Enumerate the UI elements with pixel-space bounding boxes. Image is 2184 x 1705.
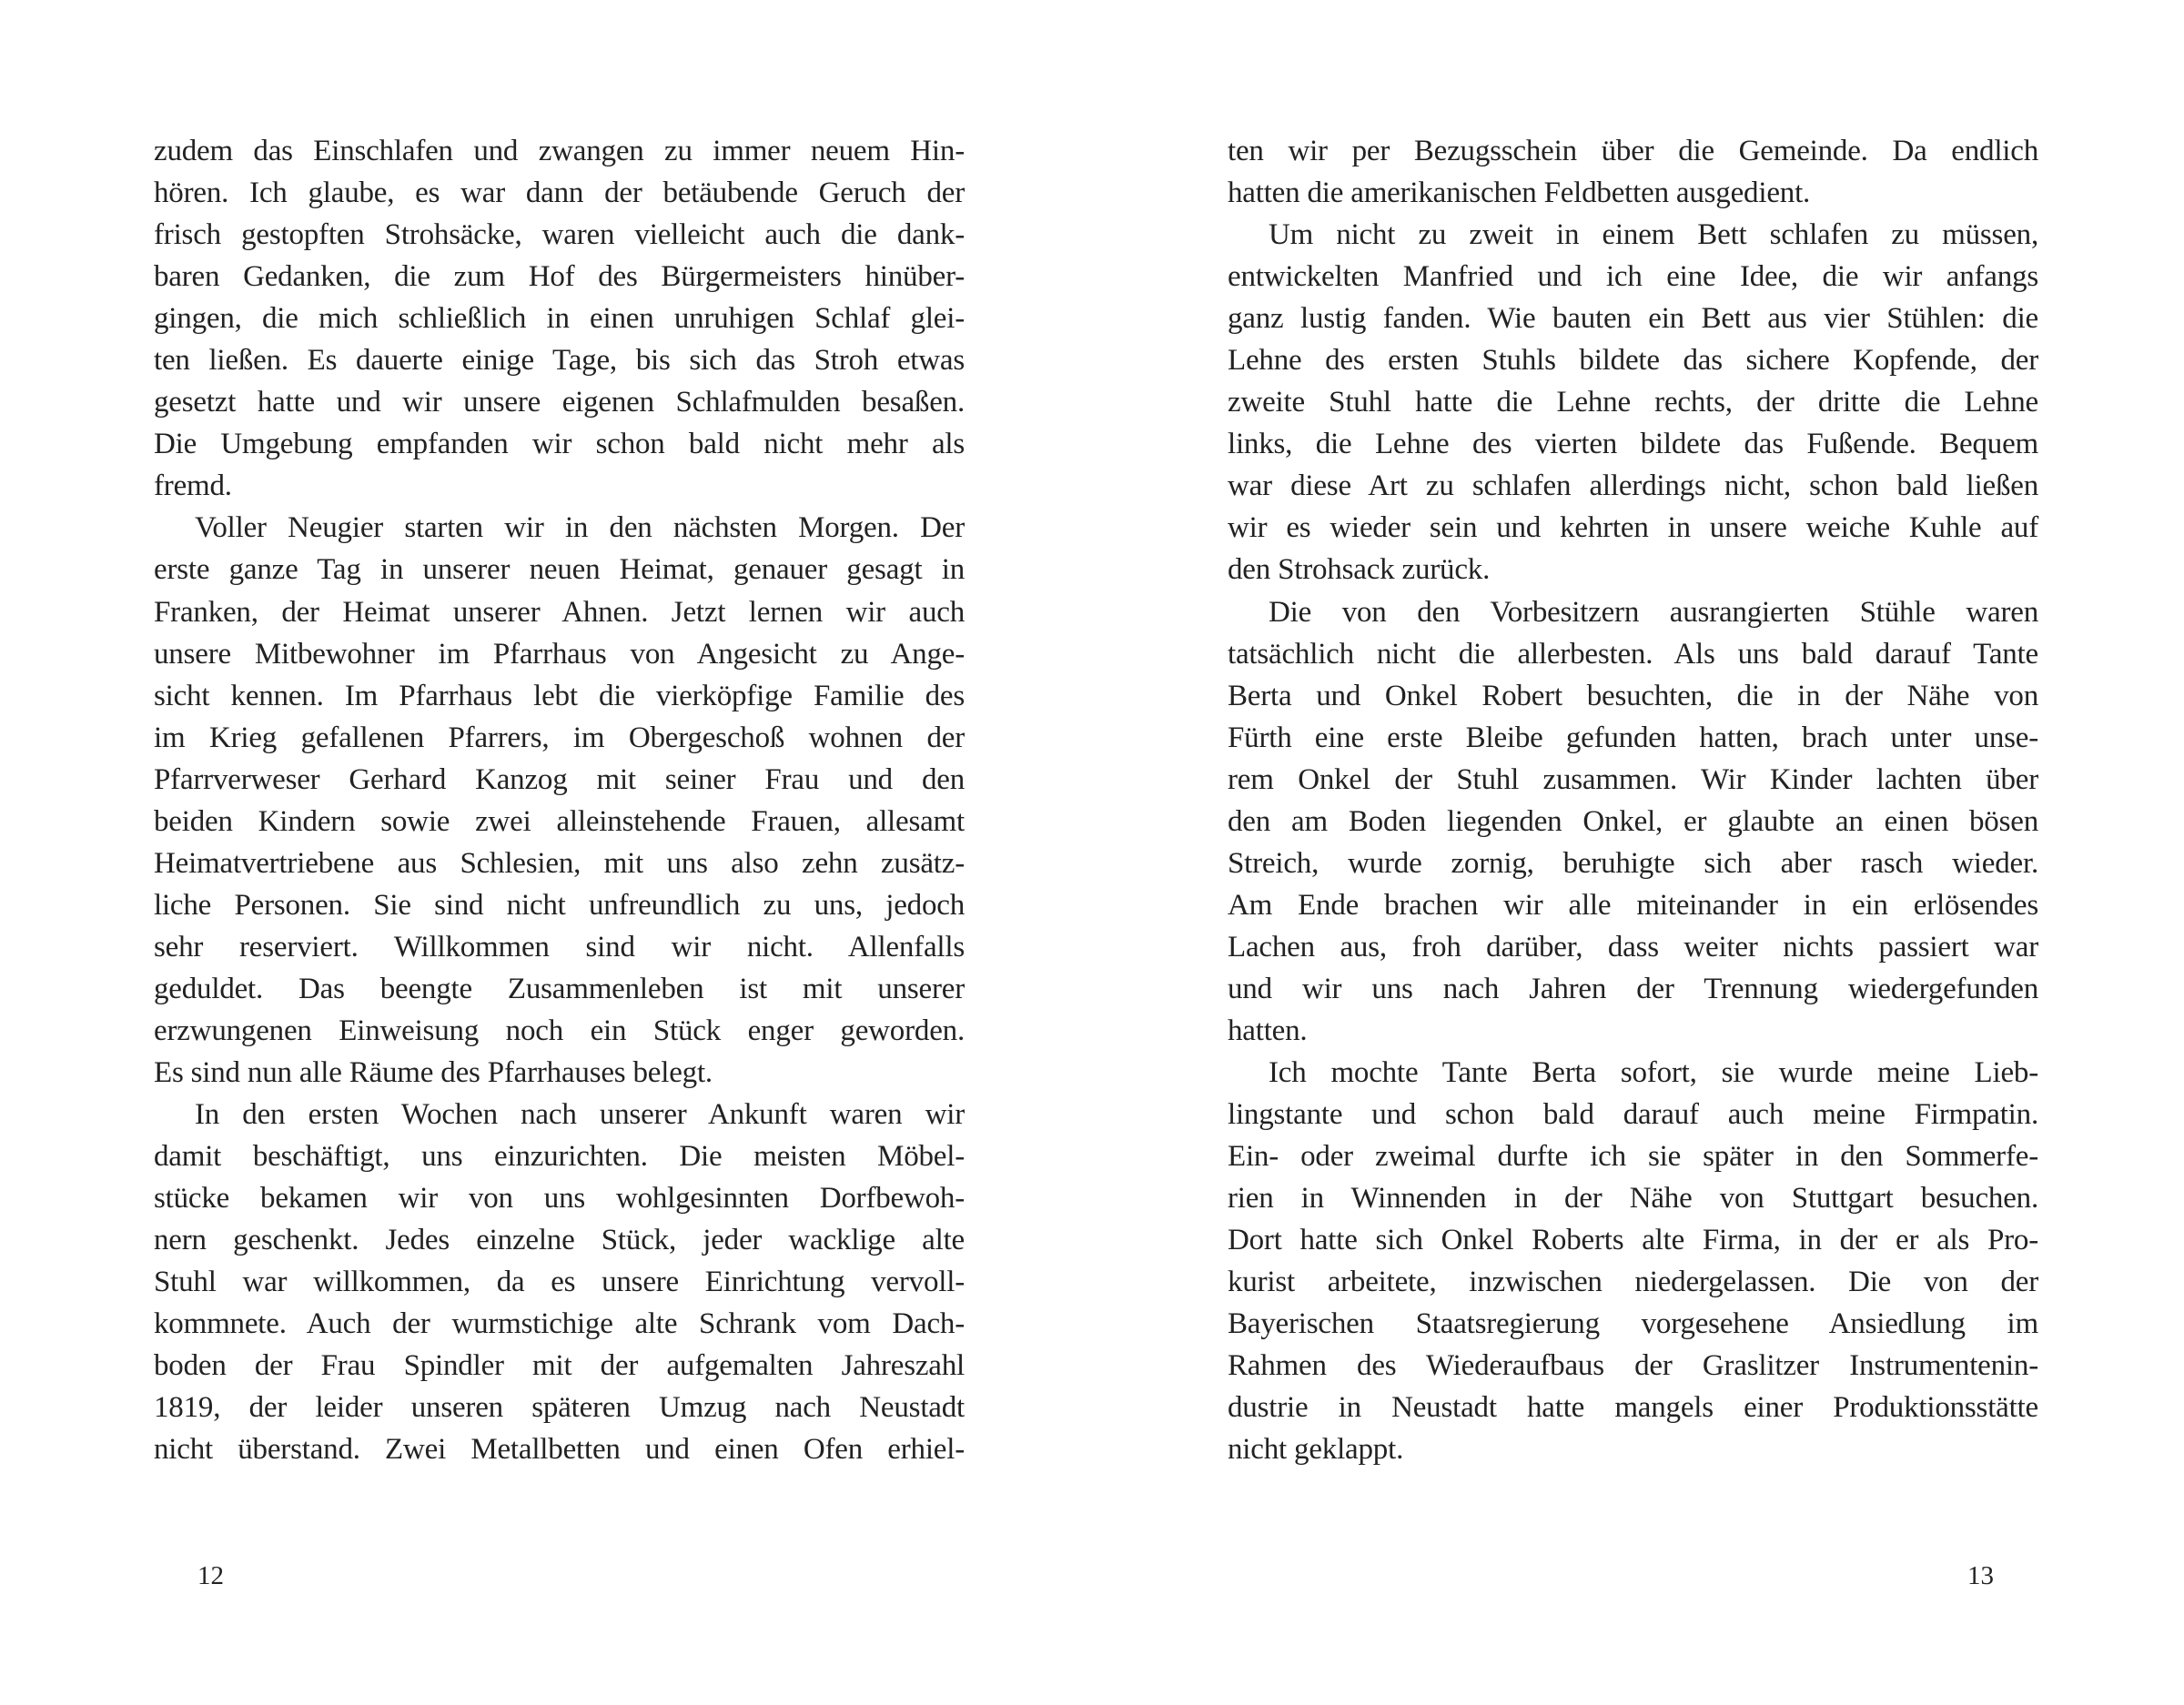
text-line: kurist arbeitete, inzwischen niedergelassen. Die von der: [1228, 1266, 2038, 1299]
text-line: Ein- oder zweimal durfte ich sie später in den Sommerfe-: [1228, 1140, 2038, 1174]
paragraph: [154, 130, 965, 507]
text-line: den am Boden liegenden Onkel, er glaubte an einen bösen: [1228, 804, 2038, 838]
text-line: 1819, der leider unseren späteren Umzug nach Neustadt: [154, 1391, 965, 1425]
paragraph: [1228, 130, 2038, 214]
page-number-left: 12: [197, 1561, 224, 1590]
paragraph: [1228, 1052, 2038, 1470]
text-line: hatten.: [1228, 1014, 1308, 1047]
text-line: Um nicht zu zweit in einem Bett schlafen zu müssen,: [1269, 218, 2038, 252]
text-line: liche Personen. Sie sind nicht unfreundlich zu uns, jedoch: [154, 888, 965, 922]
text-line: hatten die amerikanischen Feldbetten ausgedient.: [1228, 177, 1811, 210]
text-line: nern geschenkt. Jedes einzelne Stück, jeder wacklige alte: [154, 1224, 965, 1257]
text-line: beiden Kindern sowie zwei alleinstehende Frauen, allesamt: [154, 804, 965, 838]
text-line: In den ersten Wochen nach unserer Ankunft waren wir: [195, 1098, 965, 1132]
text-line: tatsächlich nicht die allerbesten. Als uns bald darauf Tante: [1228, 637, 2038, 671]
text-line: Pfarrverweser Gerhard Kanzog mit seiner Frau und den: [154, 762, 965, 796]
text-line: Voller Neugier starten wir in den nächsten Morgen. Der: [195, 511, 965, 545]
text-line: baren Gedanken, die zum Hof des Bürgermeisters hinüber-: [154, 260, 965, 294]
text-line: ganz lustig fanden. Wie bauten ein Bett aus vier Stühlen: die: [1228, 302, 2038, 336]
text-line: nicht geklappt.: [1228, 1433, 1404, 1467]
text-line: zudem das Einschlafen und zwangen zu immer neuem Hin-: [154, 135, 965, 167]
text-line: Berta und Onkel Robert besuchten, die in der Nähe von: [1228, 679, 2038, 712]
paragraph: [1228, 214, 2038, 590]
text-line: Fürth eine erste Bleibe gefunden hatten, brach unter unse-: [1228, 721, 2038, 754]
text-line: erzwungenen Einweisung noch ein Stück enger geworden.: [154, 1014, 965, 1047]
text-line: Die Umgebung empfanden wir schon bald nicht mehr als: [154, 428, 965, 461]
text-line: Dort hatte sich Onkel Roberts alte Firma, in der er als Pro-: [1228, 1224, 2038, 1257]
text-line: Bayerischen Staatsregierung vorgesehene Ansiedlung im: [1228, 1307, 2038, 1341]
text-line: rien in Winnenden in der Nähe von Stuttgart besuchen.: [1228, 1182, 2038, 1216]
text-line: links, die Lehne des vierten bildete das Fußende. Bequem: [1228, 428, 2038, 461]
text-line: lingstante und schon bald darauf auch meine Firmpatin.: [1228, 1098, 2038, 1132]
text-line: Stuhl war willkommen, da es unsere Einrichtung vervoll-: [154, 1266, 965, 1299]
paragraph: [154, 507, 965, 1094]
text-line: sehr reserviert. Willkommen sind wir nicht. Allenfalls: [154, 930, 965, 963]
text-line: Es sind nun alle Räume des Pfarrhauses belegt.: [154, 1056, 713, 1090]
text-line: ten wir per Bezugsschein über die Gemeinde. Da endlich: [1228, 135, 2038, 167]
text-line: zweite Stuhl hatte die Lehne rechts, der dritte die Lehne: [1228, 386, 2038, 419]
text-line: im Krieg gefallenen Pfarrers, im Obergeschoß wohnen der: [154, 721, 965, 754]
text-line: fremd.: [154, 469, 232, 503]
left-page-text: [154, 130, 965, 1471]
text-line: Lachen aus, froh darüber, dass weiter nichts passiert war: [1228, 930, 2038, 963]
text-line: erste ganze Tag in unserer neuen Heimat, genauer gesagt in: [154, 553, 965, 587]
text-line: entwickelten Manfried und ich eine Idee, die wir anfangs: [1228, 260, 2038, 294]
text-line: Ich mochte Tante Berta sofort, sie wurde meine Lieb-: [1269, 1056, 2038, 1090]
text-line: geduldet. Das beengte Zusammenleben ist mit unserer: [154, 972, 965, 1005]
text-line: damit beschäftigt, uns einzurichten. Die meisten Möbel-: [154, 1140, 965, 1174]
text-line: rem Onkel der Stuhl zusammen. Wir Kinder lachten über: [1228, 762, 2038, 796]
text-line: ten ließen. Es dauerte einige Tage, bis sich das Stroh etwas: [154, 344, 965, 378]
text-line: Franken, der Heimat unserer Ahnen. Jetzt lernen wir auch: [154, 595, 965, 629]
text-line: Die von den Vorbesitzern ausrangierten Stühle waren: [1269, 595, 2038, 629]
page-number-right: 13: [1967, 1561, 1994, 1590]
text-line: sicht kennen. Im Pfarrhaus lebt die vierköpfige Familie des: [154, 679, 965, 712]
text-line: Heimatvertriebene aus Schlesien, mit uns also zehn zusätz-: [154, 846, 965, 880]
text-line: gesetzt hatte und wir unsere eigenen Schlafmulden besaßen.: [154, 386, 965, 419]
text-line: Rahmen des Wiederaufbaus der Graslitzer Instrumentenin-: [1228, 1349, 2038, 1383]
text-line: Am Ende brachen wir alle miteinander in ein erlösendes: [1228, 888, 2038, 922]
text-line: wir es wieder sein und kehrten in unsere weiche Kuhle auf: [1228, 511, 2038, 545]
text-line: boden der Frau Spindler mit der aufgemalten Jahreszahl: [154, 1349, 965, 1383]
right-page: [1092, 0, 2184, 1705]
text-line: unsere Mitbewohner im Pfarrhaus von Angesicht zu Ange-: [154, 637, 965, 671]
text-line: den Strohsack zurück.: [1228, 553, 1491, 587]
text-line: Streich, wurde zornig, beruhigte sich aber rasch wieder.: [1228, 846, 2038, 880]
paragraph: [1228, 591, 2038, 1053]
text-line: stücke bekamen wir von uns wohlgesinnten Dorfbewoh-: [154, 1182, 965, 1216]
text-line: gingen, die mich schließlich in einen unruhigen Schlaf glei-: [154, 302, 965, 336]
paragraph: [154, 1094, 965, 1470]
right-page-text: [1228, 130, 2038, 1471]
text-line: frisch gestopften Strohsäcke, waren vielleicht auch die dank-: [154, 218, 965, 252]
text-line: war diese Art zu schlafen allerdings nicht, schon bald ließen: [1228, 469, 2038, 503]
text-line: Lehne des ersten Stuhls bildete das sichere Kopfende, der: [1228, 344, 2038, 378]
text-line: hören. Ich glaube, es war dann der betäubende Geruch der: [154, 177, 965, 210]
text-line: nicht überstand. Zwei Metallbetten und einen Ofen erhiel-: [154, 1433, 965, 1467]
text-line: und wir uns nach Jahren der Trennung wiedergefunden: [1228, 972, 2038, 1005]
text-line: dustrie in Neustadt hatte mangels einer Produktionsstätte: [1228, 1391, 2038, 1425]
text-line: kommnete. Auch der wurmstichige alte Schrank vom Dach-: [154, 1307, 965, 1341]
